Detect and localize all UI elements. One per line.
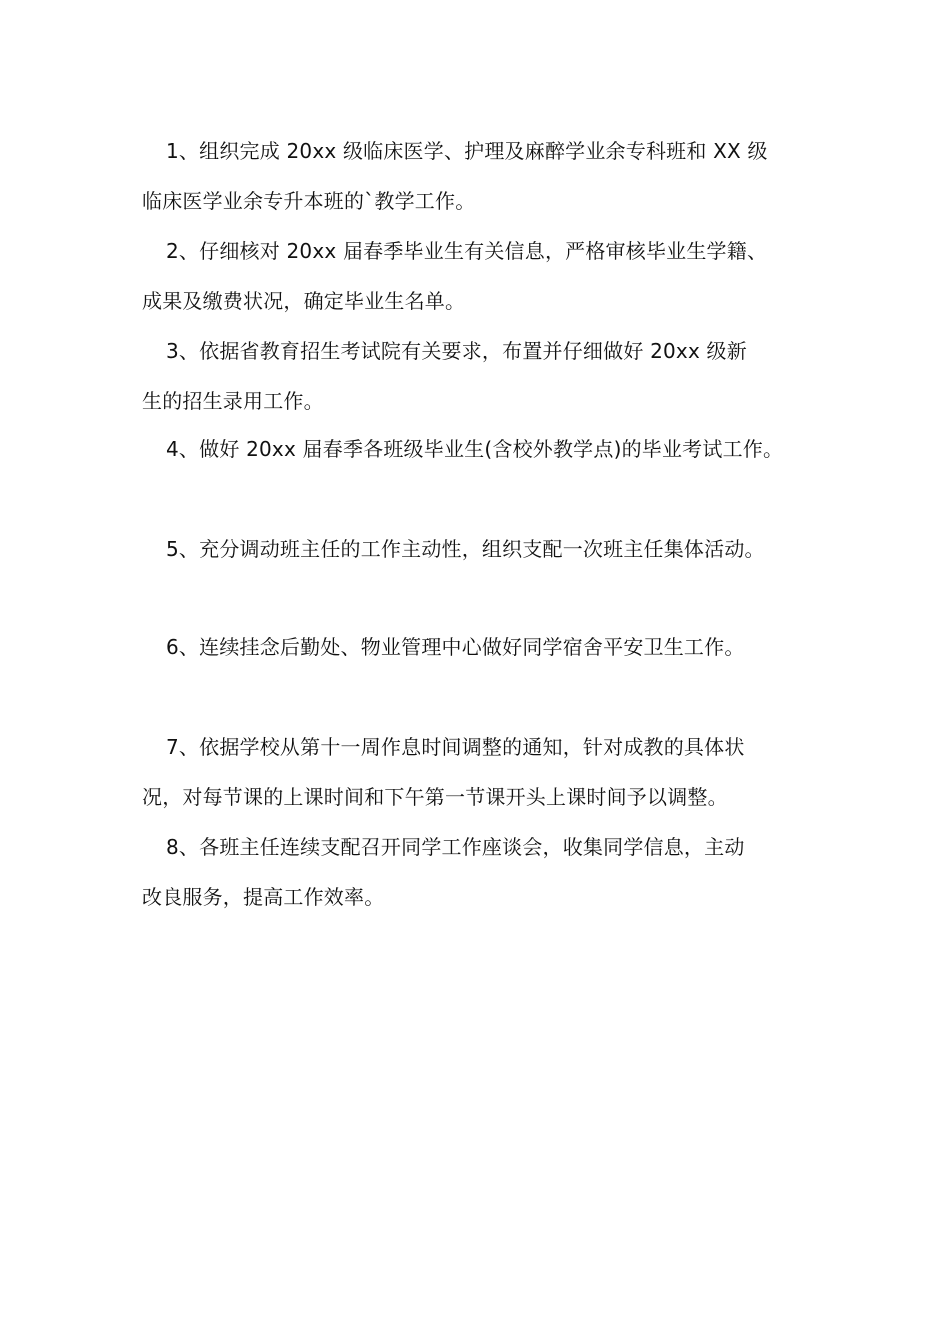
list-item-4-line-1: 4、做好 20xx 届春季各班级毕业生(含校外教学点)的毕业考试工作。: [166, 437, 784, 461]
list-item-2-line-2: 成果及缴费状况，确定毕业生名单。: [142, 289, 466, 313]
list-item-1-line-2: 临床医学业余专升本班的`教学工作。: [142, 189, 476, 213]
list-item-3-line-1: 3、依据省教育招生考试院有关要求，布置并仔细做好 20xx 级新: [166, 339, 747, 363]
list-item-6: [142, 622, 822, 672]
list-item-4: [142, 424, 822, 474]
list-item-3-line-2: 生的招生录用工作。: [142, 389, 324, 413]
list-item-8: [142, 822, 822, 922]
list-item-8-line-1: 8、各班主任连续支配召开同学工作座谈会，收集同学信息，主动: [166, 835, 745, 859]
list-item-7: [142, 722, 822, 822]
list-item-6-line-1: 6、连续挂念后勤处、物业管理中心做好同学宿舍平安卫生工作。: [166, 635, 745, 659]
list-item-1-line-1: 1、组织完成 20xx 级临床医学、护理及麻醉学业余专科班和 XX 级: [166, 139, 768, 163]
list-item-5-line-1: 5、充分调动班主任的工作主动性，组织支配一次班主任集体活动。: [166, 537, 765, 561]
list-item-5: [142, 524, 822, 574]
list-item-7-line-2: 况，对每节课的上课时间和下午第一节课开头上课时间予以调整。: [142, 785, 728, 809]
list-item-3: [142, 326, 822, 426]
list-item-8-line-2: 改良服务，提高工作效率。: [142, 885, 385, 909]
list-item-2-line-1: 2、仔细核对 20xx 届春季毕业生有关信息，严格审核毕业生学籍、: [166, 239, 768, 263]
list-item-2: [142, 226, 822, 326]
list-item-1: [142, 126, 822, 226]
list-item-7-line-1: 7、依据学校从第十一周作息时间调整的通知，针对成教的具体状: [166, 735, 745, 759]
